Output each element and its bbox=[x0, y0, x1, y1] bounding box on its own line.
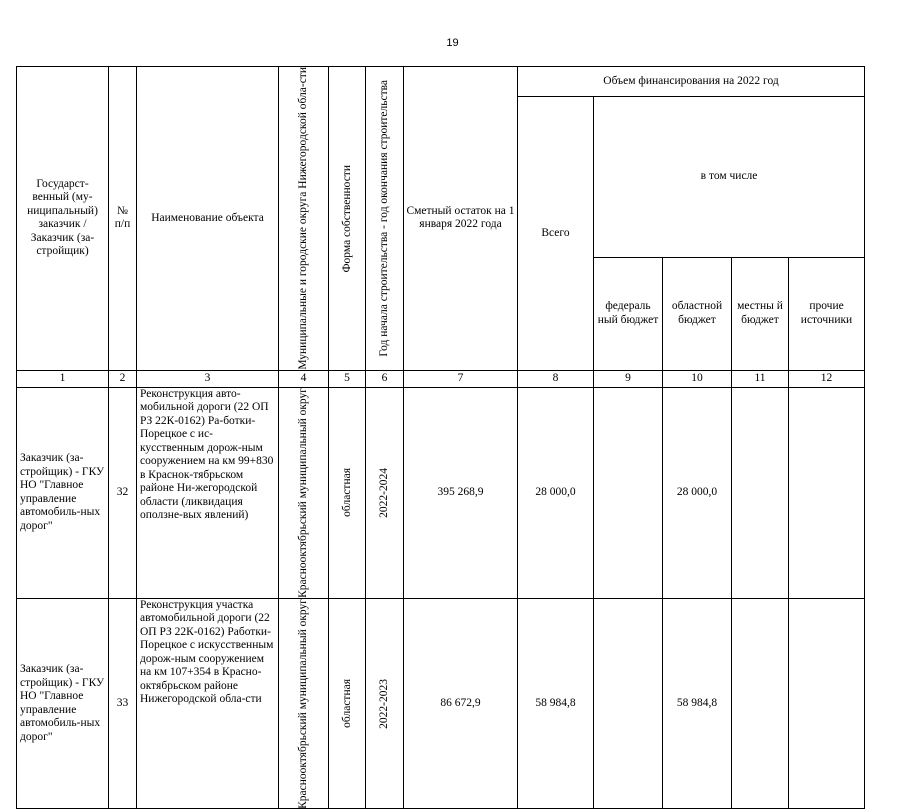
row-object-name: Реконструкция участка автомобильной дороги (22 ОП РЗ 22К-0162) Работки-Порецкое с искусственным дорож-ным сооружением на км 107+354 в Красно-октябрьском районе Нижегородской обла-сти bbox=[137, 598, 279, 809]
column-number: 9 bbox=[594, 370, 663, 387]
row-total: 28 000,0 bbox=[518, 387, 594, 598]
column-number: 10 bbox=[663, 370, 732, 387]
row-ownership: областная bbox=[340, 679, 353, 728]
header-object-name: Наименование объекта bbox=[137, 67, 279, 371]
header-balance: Сметный остаток на 1 января 2022 года bbox=[404, 67, 518, 371]
column-number: 5 bbox=[329, 370, 366, 387]
row-local bbox=[732, 387, 789, 598]
header-local: местны й бюджет bbox=[732, 257, 789, 370]
column-number: 2 bbox=[109, 370, 137, 387]
column-number: 8 bbox=[518, 370, 594, 387]
row-ownership-cell bbox=[329, 598, 366, 809]
column-number: 12 bbox=[789, 370, 865, 387]
row-federal bbox=[594, 598, 663, 809]
row-regional: 58 984,8 bbox=[663, 598, 732, 809]
column-number: 6 bbox=[366, 370, 404, 387]
row-total: 58 984,8 bbox=[518, 598, 594, 809]
header-customer: Государст-венный (му-ниципальный) заказчик / Заказчик (за-стройщик) bbox=[17, 67, 109, 371]
header-ownership: Форма собственности bbox=[340, 164, 353, 273]
row-balance: 86 672,9 bbox=[404, 598, 518, 809]
row-federal bbox=[594, 387, 663, 598]
financing-table bbox=[16, 66, 865, 809]
column-number-row bbox=[17, 370, 865, 387]
row-object-name: Реконструкция авто-мобильной дороги (22 ОП РЗ 22К-0162) Ра-ботки-Порецкое с ис-кусственным дорож-ным сооружением на км 99+830 в Краснок-тябрьском районе Ни-жегородской области (ликвидация оползне-вых явлений) bbox=[137, 387, 279, 598]
table-row bbox=[17, 387, 865, 598]
header-municipality-cell bbox=[279, 67, 329, 371]
row-balance: 395 268,9 bbox=[404, 387, 518, 598]
header-num: № п/п bbox=[109, 67, 137, 371]
row-municipality-cell bbox=[279, 598, 329, 809]
header-including: в том числе bbox=[594, 97, 865, 258]
row-num: 33 bbox=[109, 598, 137, 809]
row-other bbox=[789, 598, 865, 809]
row-regional: 28 000,0 bbox=[663, 387, 732, 598]
row-customer: Заказчик (за-стройщик) - ГКУ НО "Главное управление автомобиль-ных дорог" bbox=[17, 598, 109, 809]
row-num: 32 bbox=[109, 387, 137, 598]
header-years-cell bbox=[366, 67, 404, 371]
column-number: 7 bbox=[404, 370, 518, 387]
row-years-cell bbox=[366, 387, 404, 598]
table-row bbox=[17, 598, 865, 809]
row-municipality-cell bbox=[279, 387, 329, 598]
row-municipality: Краснооктябрьский муниципальный округ bbox=[297, 387, 309, 598]
header-row-1 bbox=[17, 67, 865, 97]
header-federal: федераль ный бюджет bbox=[594, 257, 663, 370]
header-ownership-cell bbox=[329, 67, 366, 371]
header-financing-group: Объем финансирования на 2022 год bbox=[518, 67, 865, 97]
row-ownership: областная bbox=[340, 468, 353, 518]
row-years: 2022-2024 bbox=[378, 467, 390, 518]
page-number: 19 bbox=[446, 37, 459, 49]
header-total: Всего bbox=[518, 97, 594, 371]
row-customer: Заказчик (за-стройщик) - ГКУ НО "Главное управление автомобиль-ных дорог" bbox=[17, 387, 109, 598]
row-years-cell bbox=[366, 598, 404, 809]
column-number: 4 bbox=[279, 370, 329, 387]
column-number: 3 bbox=[137, 370, 279, 387]
row-years: 2022-2023 bbox=[378, 678, 390, 729]
header-municipality: Муниципальные и городские округа Нижегородской обла-сти bbox=[297, 67, 309, 370]
header-regional: областной бюджет bbox=[663, 257, 732, 370]
row-local bbox=[732, 598, 789, 809]
row-municipality: Краснооктябрьский муниципальный округ bbox=[297, 598, 309, 809]
row-other bbox=[789, 387, 865, 598]
header-years: Год начала строительства - год окончания строительства bbox=[378, 80, 390, 357]
column-number: 1 bbox=[17, 370, 109, 387]
row-ownership-cell bbox=[329, 387, 366, 598]
column-number: 11 bbox=[732, 370, 789, 387]
header-other: прочие источники bbox=[789, 257, 865, 370]
